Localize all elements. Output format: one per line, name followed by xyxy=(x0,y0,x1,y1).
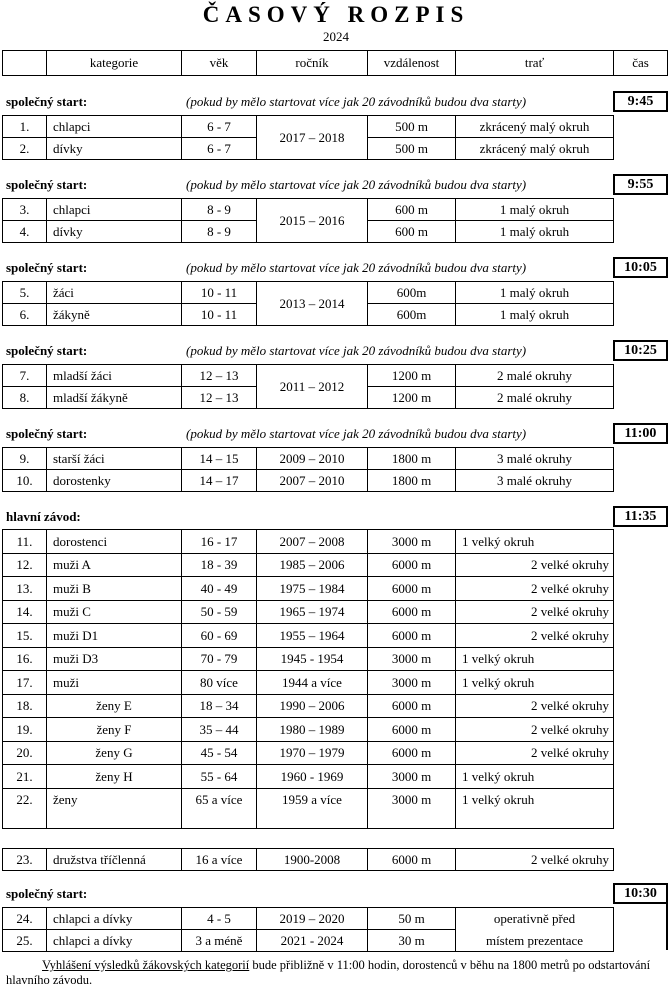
row-track: 2 velké okruhy xyxy=(455,717,614,742)
row-category: chlapci a dívky xyxy=(46,907,182,930)
start-time: 10:25 xyxy=(613,340,668,361)
group-label: společný start: xyxy=(6,343,88,358)
row-track: 1 malý okruh xyxy=(455,303,614,326)
row-track: 3 malé okruhy xyxy=(455,447,614,470)
row-years: 1955 – 1964 xyxy=(256,623,368,648)
row-track: 2 malé okruhy xyxy=(455,386,614,409)
row-years: 2019 – 2020 xyxy=(256,907,368,930)
row-track: 2 velké okruhy xyxy=(455,848,614,871)
row-number: 7. xyxy=(2,364,47,387)
row-distance: 6000 m xyxy=(367,576,456,601)
row-distance: 30 m xyxy=(367,929,456,952)
row-distance: 600 m xyxy=(367,220,456,243)
row-distance: 3000 m xyxy=(367,529,456,554)
row-track: 1 velký okruh xyxy=(455,764,614,789)
row-distance: 3000 m xyxy=(367,788,456,829)
row-years: 2021 - 2024 xyxy=(256,929,368,952)
row-distance: 1200 m xyxy=(367,364,456,387)
last-start-time: 10:30 xyxy=(613,883,668,904)
header-cell-1: věk xyxy=(181,50,257,76)
row-track: zkrácený malý okruh xyxy=(455,115,614,138)
row-category: muži C xyxy=(46,600,182,624)
footer-note xyxy=(6,958,668,988)
row-age: 14 – 15 xyxy=(181,447,257,470)
row-age: 65 a více xyxy=(181,788,257,829)
row-track: 2 velké okruhy xyxy=(455,553,614,577)
row-category: dorostenci xyxy=(46,529,182,554)
row-category: ženy E xyxy=(46,694,182,718)
track-line-1: operativně před xyxy=(493,910,576,926)
row-number: 4. xyxy=(2,220,47,243)
row-category: muži D3 xyxy=(46,647,182,671)
group-note: (pokud by mělo startovat více jak 20 závodníků budou dva starty) xyxy=(186,343,527,358)
row-age: 12 – 13 xyxy=(181,364,257,387)
row-years-merged: 2011 – 2012 xyxy=(256,364,368,409)
row-distance: 500 m xyxy=(367,115,456,138)
row-category: družstva tříčlenná xyxy=(46,848,182,871)
row-number: 16. xyxy=(2,647,47,671)
row-number: 11. xyxy=(2,529,47,554)
row-distance: 50 m xyxy=(367,907,456,930)
row-age: 70 - 79 xyxy=(181,647,257,671)
row-distance: 3000 m xyxy=(367,647,456,671)
row-age: 80 více xyxy=(181,670,257,695)
row-age: 10 - 11 xyxy=(181,303,257,326)
start-time: 9:45 xyxy=(613,91,668,112)
row-years: 2007 – 2010 xyxy=(256,469,368,492)
row-number: 12. xyxy=(2,553,47,577)
row-number: 2. xyxy=(2,137,47,160)
row-distance: 1200 m xyxy=(367,386,456,409)
row-number: 20. xyxy=(2,741,47,765)
row-number: 21. xyxy=(2,764,47,789)
row-category: muži xyxy=(46,670,182,695)
row-category: ženy G xyxy=(46,741,182,765)
row-years: 1975 – 1984 xyxy=(256,576,368,601)
row-distance: 6000 m xyxy=(367,694,456,718)
row-track: 1 velký okruh xyxy=(455,647,614,671)
row-number: 14. xyxy=(2,600,47,624)
row-years-merged: 2013 – 2014 xyxy=(256,281,368,326)
header-cell-0: kategorie xyxy=(46,50,182,76)
row-category: chlapci xyxy=(46,115,182,138)
row-track: 1 malý okruh xyxy=(455,281,614,304)
row-age: 18 - 39 xyxy=(181,553,257,577)
row-category: chlapci xyxy=(46,198,182,221)
last-label: společný start: xyxy=(6,886,88,901)
row-number: 25. xyxy=(2,929,47,952)
group-label: společný start: xyxy=(6,177,88,192)
row-category: ženy F xyxy=(46,717,182,742)
row-number: 1. xyxy=(2,115,47,138)
row-category: muži B xyxy=(46,576,182,601)
main-start-time: 11:35 xyxy=(613,506,668,527)
row-distance: 3000 m xyxy=(367,764,456,789)
row-age: 35 – 44 xyxy=(181,717,257,742)
row-track: 1 malý okruh xyxy=(455,198,614,221)
main-label: hlavní závod: xyxy=(6,509,81,524)
row-distance: 3000 m xyxy=(367,670,456,695)
row-track: 1 velký okruh xyxy=(455,788,614,829)
row-track: 2 velké okruhy xyxy=(455,694,614,718)
group-note: (pokud by mělo startovat více jak 20 závodníků budou dva starty) xyxy=(186,426,527,441)
row-age: 4 - 5 xyxy=(181,907,257,930)
row-years: 1965 – 1974 xyxy=(256,600,368,624)
row-track: 2 velké okruhy xyxy=(455,576,614,601)
row-category: dorostenky xyxy=(46,469,182,492)
row-distance: 6000 m xyxy=(367,717,456,742)
row-years: 1985 – 2006 xyxy=(256,553,368,577)
page-title: ČASOVÝ ROZPIS xyxy=(202,2,470,27)
row-number: 8. xyxy=(2,386,47,409)
row-distance: 1800 m xyxy=(367,469,456,492)
row-years: 1900-2008 xyxy=(256,848,368,871)
row-age: 40 - 49 xyxy=(181,576,257,601)
group-label: společný start: xyxy=(6,94,88,109)
row-track: 3 malé okruhy xyxy=(455,469,614,492)
row-years: 1970 – 1979 xyxy=(256,741,368,765)
group-label: společný start: xyxy=(6,426,88,441)
start-time: 10:05 xyxy=(613,257,668,278)
row-track: 2 velké okruhy xyxy=(455,623,614,648)
row-distance: 1800 m xyxy=(367,447,456,470)
header-cell-3: vzdálenost xyxy=(367,50,456,76)
row-number: 24. xyxy=(2,907,47,930)
row-track: 2 malé okruhy xyxy=(455,364,614,387)
row-age: 10 - 11 xyxy=(181,281,257,304)
row-years: 2007 – 2008 xyxy=(256,529,368,554)
row-number: 15. xyxy=(2,623,47,648)
row-track: zkrácený malý okruh xyxy=(455,137,614,160)
row-distance: 6000 m xyxy=(367,623,456,648)
row-age: 16 a více xyxy=(181,848,257,871)
row-number: 19. xyxy=(2,717,47,742)
row-age: 18 – 34 xyxy=(181,694,257,718)
row-age: 50 - 59 xyxy=(181,600,257,624)
start-time: 9:55 xyxy=(613,174,668,195)
row-track: 2 velké okruhy xyxy=(455,600,614,624)
row-age: 60 - 69 xyxy=(181,623,257,648)
row-years: 1960 - 1969 xyxy=(256,764,368,789)
header-cell-4: trať xyxy=(455,50,614,76)
row-distance: 500 m xyxy=(367,137,456,160)
row-years: 1980 – 1989 xyxy=(256,717,368,742)
row-years-merged: 2017 – 2018 xyxy=(256,115,368,160)
group-note: (pokud by mělo startovat více jak 20 závodníků budou dva starty) xyxy=(186,94,527,109)
row-category: muži D1 xyxy=(46,623,182,648)
row-number: 6. xyxy=(2,303,47,326)
row-category: mladší žákyně xyxy=(46,386,182,409)
row-number: 22. xyxy=(2,788,47,829)
row-distance: 600m xyxy=(367,303,456,326)
footer-underlined: Vyhlášení výsledků žákovských kategorií xyxy=(42,958,250,972)
row-category: ženy H xyxy=(46,764,182,789)
row-category: muži A xyxy=(46,553,182,577)
year: 2024 xyxy=(323,29,349,44)
row-track: 1 velký okruh xyxy=(455,529,614,554)
row-number: 17. xyxy=(2,670,47,695)
row-distance: 6000 m xyxy=(367,600,456,624)
row-number: 9. xyxy=(2,447,47,470)
row-distance: 6000 m xyxy=(367,741,456,765)
start-time: 11:00 xyxy=(613,423,668,444)
row-category: mladší žáci xyxy=(46,364,182,387)
row-category: dívky xyxy=(46,220,182,243)
header-cell-number xyxy=(2,50,47,76)
row-category: starší žáci xyxy=(46,447,182,470)
row-number: 23. xyxy=(2,848,47,871)
row-track: 1 malý okruh xyxy=(455,220,614,243)
track-line-2: místem prezentace xyxy=(485,932,584,948)
row-age: 14 – 17 xyxy=(181,469,257,492)
group-label: společný start: xyxy=(6,260,88,275)
row-age: 45 - 54 xyxy=(181,741,257,765)
row-number: 3. xyxy=(2,198,47,221)
row-category: ženy xyxy=(46,788,182,829)
row-years: 2009 – 2010 xyxy=(256,447,368,470)
row-age: 8 - 9 xyxy=(181,198,257,221)
row-number: 13. xyxy=(2,576,47,601)
header-cell-2: ročník xyxy=(256,50,368,76)
row-age: 3 a méně xyxy=(181,929,257,952)
row-track: 2 velké okruhy xyxy=(455,741,614,765)
row-distance: 6000 m xyxy=(367,848,456,871)
row-age: 6 - 7 xyxy=(181,115,257,138)
footer-rest: bude přibližně v 11:00 hodin, dorostenců v běhu na 1800 metrů po odstartování hlavního závodu. xyxy=(6,958,651,987)
row-category: žáci xyxy=(46,281,182,304)
row-years: 1945 - 1954 xyxy=(256,647,368,671)
row-number: 10. xyxy=(2,469,47,492)
row-age: 55 - 64 xyxy=(181,764,257,789)
row-age: 12 – 13 xyxy=(181,386,257,409)
row-category: chlapci a dívky xyxy=(46,929,182,952)
row-distance: 6000 m xyxy=(367,553,456,577)
header-cell-5: čas xyxy=(613,50,668,76)
last-group-right-edge xyxy=(666,904,668,950)
row-track: 1 velký okruh xyxy=(455,670,614,695)
row-distance: 600 m xyxy=(367,198,456,221)
row-age: 16 - 17 xyxy=(181,529,257,554)
row-years: 1990 – 2006 xyxy=(256,694,368,718)
row-category: žákyně xyxy=(46,303,182,326)
row-category: dívky xyxy=(46,137,182,160)
row-number: 5. xyxy=(2,281,47,304)
row-years-merged: 2015 – 2016 xyxy=(256,198,368,243)
row-age: 6 - 7 xyxy=(181,137,257,160)
row-distance: 600m xyxy=(367,281,456,304)
row-age: 8 - 9 xyxy=(181,220,257,243)
group-note: (pokud by mělo startovat více jak 20 závodníků budou dva starty) xyxy=(186,260,527,275)
group-note: (pokud by mělo startovat více jak 20 závodníků budou dva starty) xyxy=(186,177,527,192)
row-number: 18. xyxy=(2,694,47,718)
row-track-merged xyxy=(455,907,614,952)
row-years: 1959 a více xyxy=(256,788,368,829)
row-years: 1944 a více xyxy=(256,670,368,695)
